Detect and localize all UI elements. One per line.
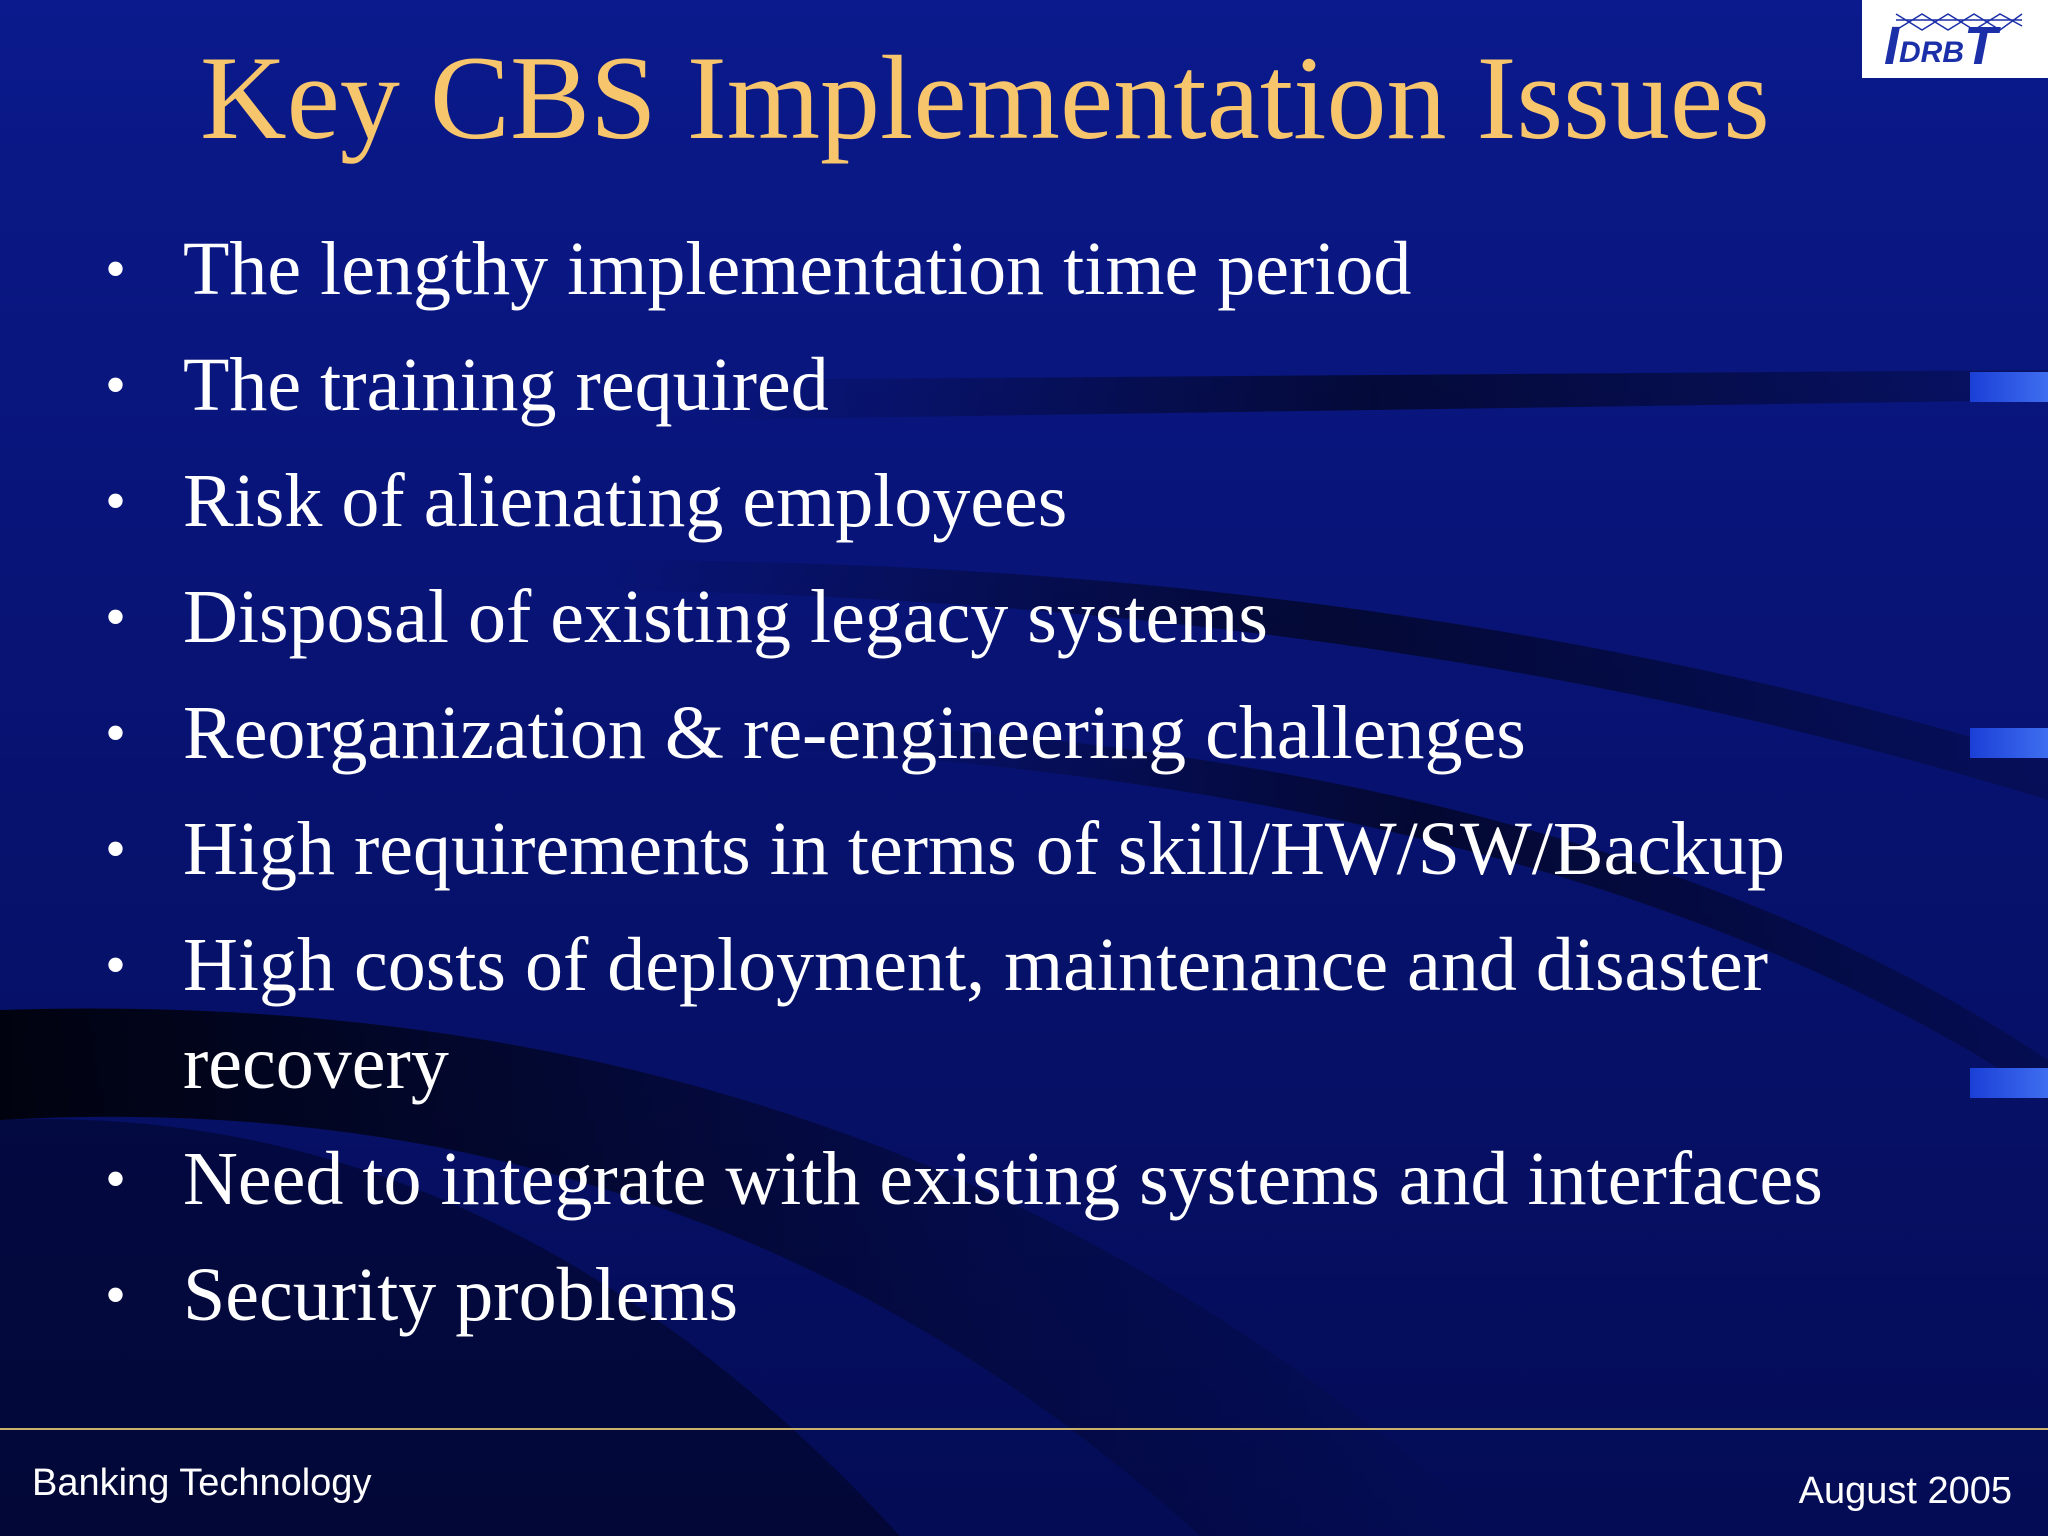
bullet-item (105, 916, 1945, 1112)
bullet-item (105, 800, 1945, 898)
bullet-marker: • (105, 816, 127, 882)
svg-text:IDRBT: IDRBT (1884, 16, 1998, 76)
bullet-marker: • (105, 1146, 127, 1212)
bullet-marker: • (105, 236, 127, 302)
bullet-text: High requirements in terms of skill/HW/SW/Backup (183, 807, 1786, 891)
bullet-text: The lengthy implementation time period (183, 227, 1412, 311)
bullet-marker: • (105, 352, 127, 418)
bullet-text: Disposal of existing legacy systems (183, 575, 1268, 659)
footer-course-name: Banking Technology (32, 1462, 372, 1504)
bullet-text: Reorganization & re-engineering challenges (183, 691, 1526, 775)
bullet-text: Risk of alienating employees (183, 459, 1068, 543)
bullet-list (105, 220, 1945, 1362)
edge-tab-decoration (1970, 728, 2048, 758)
bullet-item (105, 684, 1945, 782)
footer-divider (0, 1428, 2048, 1430)
bullet-text: The training required (183, 343, 829, 427)
bullet-item (105, 452, 1945, 550)
bullet-text: Security problems (183, 1253, 739, 1337)
edge-tab-decoration (1970, 1068, 2048, 1098)
footer-date: August 2005 (1798, 1470, 2012, 1512)
bullet-marker: • (105, 1262, 127, 1328)
bullet-marker: • (105, 584, 127, 650)
bullet-text: Need to integrate with existing systems and interfaces (183, 1137, 1823, 1221)
slide-title: Key CBS Implementation Issues (200, 31, 1770, 164)
idrbt-logo (1862, 0, 2048, 78)
bullet-item (105, 336, 1945, 434)
idrbt-logo-icon (1862, 0, 2048, 78)
bullet-item (105, 1246, 1945, 1344)
bullet-item (105, 568, 1945, 666)
bullet-marker: • (105, 700, 127, 766)
bullet-marker: • (105, 468, 127, 534)
edge-tab-decoration (1970, 372, 2048, 402)
bullet-item (105, 220, 1945, 318)
bullet-item (105, 1130, 1945, 1228)
bullet-marker: • (105, 932, 127, 998)
bullet-text: High costs of deployment, maintenance and disaster recovery (183, 923, 1769, 1105)
